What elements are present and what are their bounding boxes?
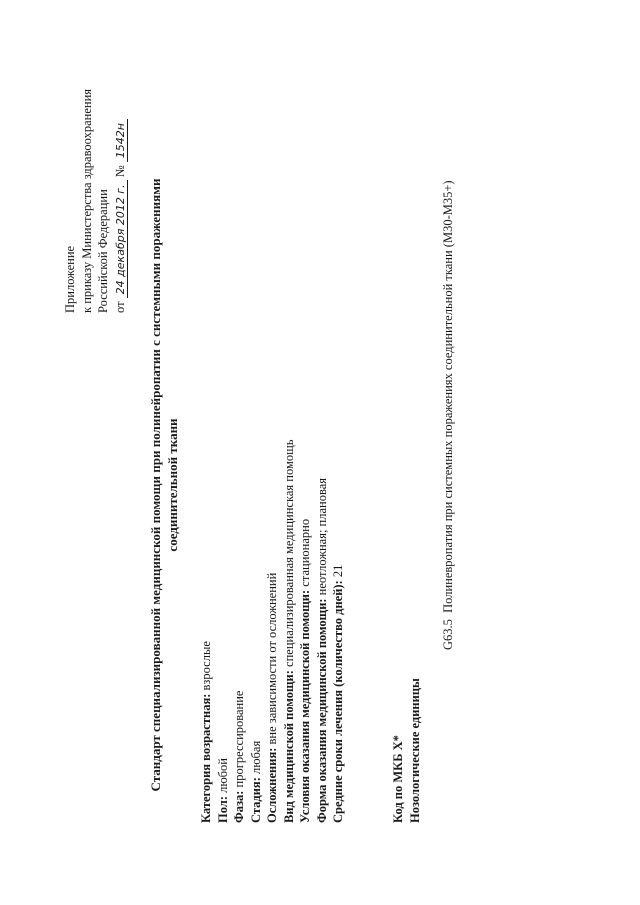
param-label: Средние сроки лечения (количество дней): bbox=[331, 580, 345, 823]
param-value: вне зависимости от осложнений bbox=[265, 572, 279, 748]
param-value: неотложная; плановая bbox=[314, 477, 329, 599]
appendix-date-line bbox=[112, 23, 129, 313]
icd-header bbox=[390, 678, 423, 823]
param-value: специализированная медицинская помощь bbox=[281, 439, 296, 671]
param-label: Осложнения: bbox=[265, 747, 279, 823]
param-row bbox=[314, 183, 331, 823]
handwritten-date: 24 декабря 2012 г. bbox=[115, 180, 128, 298]
appendix-line: Российской Федерации bbox=[96, 189, 110, 313]
param-label: Категория возрастная: bbox=[199, 693, 213, 823]
appendix-line: Приложение bbox=[63, 245, 77, 313]
param-row bbox=[330, 183, 347, 823]
param-label: Вид медицинской помощи: bbox=[281, 670, 296, 823]
nosological-units-header: Нозологические единицы bbox=[407, 678, 422, 823]
param-row bbox=[297, 183, 314, 823]
title-line: Стандарт специализированной медицинской помощи при полинейропатии с системными поражениями bbox=[148, 178, 163, 792]
param-label: Пол: bbox=[215, 796, 230, 823]
number-label: № bbox=[112, 165, 127, 178]
icd-description: Полиневропатия при системных поражениях соединительной ткани (M30-M35+) bbox=[441, 180, 455, 613]
param-row bbox=[264, 183, 281, 823]
param-value: стационарно bbox=[298, 518, 312, 590]
appendix-block bbox=[62, 23, 128, 313]
icd-code-header: Код по МКБ X* bbox=[391, 735, 405, 823]
appendix-line: к приказу Министерства здравоохранения bbox=[79, 88, 94, 313]
param-row bbox=[215, 183, 232, 823]
icd-row bbox=[440, 180, 457, 650]
param-label: Форма оказания медицинской помощи: bbox=[314, 598, 329, 823]
param-row bbox=[281, 183, 298, 823]
param-value: любая bbox=[248, 740, 263, 778]
standard-parameters bbox=[198, 183, 347, 823]
param-value: 21 bbox=[331, 564, 345, 581]
param-row bbox=[198, 183, 215, 823]
param-row bbox=[231, 183, 248, 823]
param-row bbox=[248, 183, 265, 823]
document-title bbox=[148, 135, 182, 835]
param-label: Условия оказания медицинской помощи: bbox=[298, 589, 312, 823]
handwritten-number: 1542н bbox=[115, 119, 128, 162]
param-value: любой bbox=[215, 758, 230, 797]
title-line: соединительной ткани bbox=[164, 418, 180, 552]
param-value: прогрессирование bbox=[232, 690, 246, 791]
param-label: Фаза: bbox=[232, 790, 246, 823]
icd-code: G63.5 bbox=[441, 619, 455, 650]
param-label: Стадия: bbox=[248, 777, 263, 823]
param-value: взрослые bbox=[199, 641, 213, 694]
from-label: от bbox=[112, 301, 127, 313]
